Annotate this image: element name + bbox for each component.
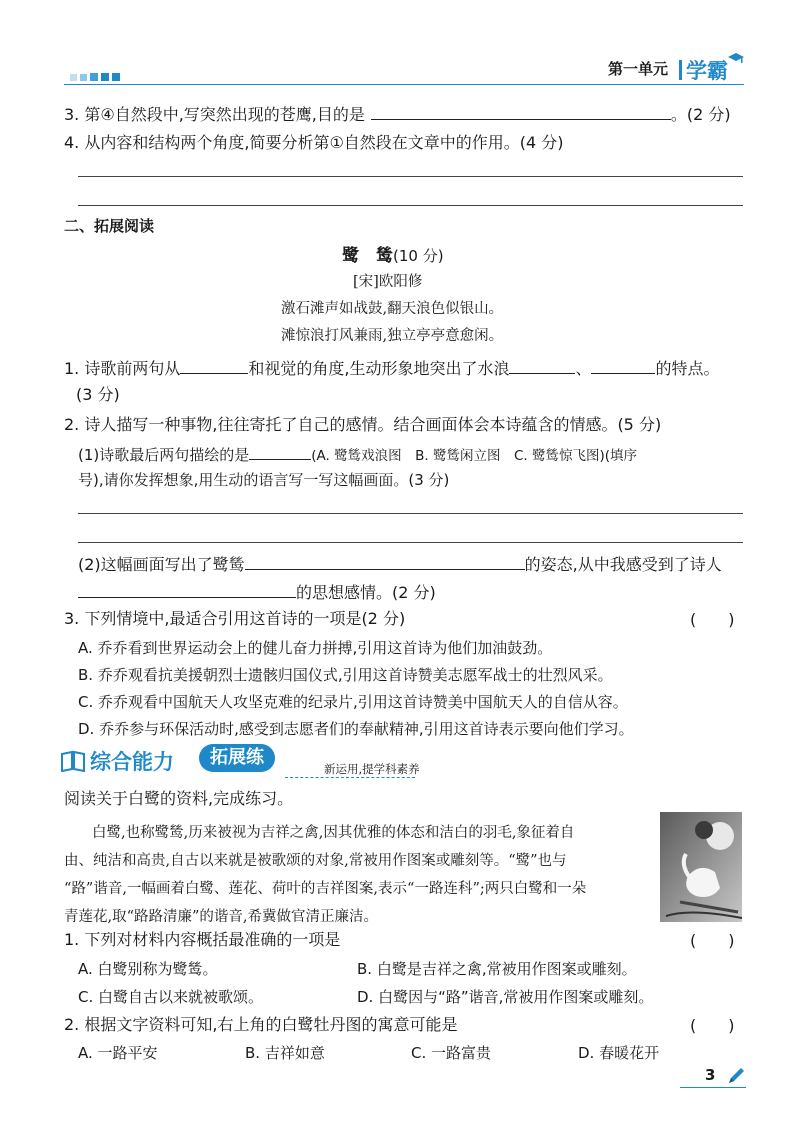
- s3-q2-option-c: C. 一路富贵: [411, 1044, 492, 1062]
- s2-q1-text: 1. 诗歌前两句从: [64, 359, 181, 378]
- s3-q1-option-a: A. 白鹭别称为鹭鸶。: [78, 960, 218, 978]
- s2-question-2-2-cont: [78, 579, 436, 605]
- s2-question-2-1-cont: 号),请你发挥想象,用生动的语言写一写这幅画面。(3 分): [78, 471, 450, 489]
- s2-q1-text-3: 的特点。: [655, 359, 720, 378]
- banner-subtitle: 新运用,提学科素养: [324, 762, 420, 776]
- s2-q2-1-text: (1)诗歌最后两句描绘的是: [78, 446, 250, 464]
- s3-para-line-2: 由、纯洁和高贵,自古以来就是被歌颂的对象,常被用作图案或雕刻等。“鹭”也与: [64, 853, 567, 869]
- answer-blank[interactable]: [78, 579, 296, 598]
- page-number: 3: [705, 1066, 716, 1084]
- banner-tag: 拓展练: [199, 744, 275, 772]
- s2-q2-2-text-3: 的思想感情。(2 分): [296, 583, 436, 602]
- s2-q3-option-c: C. 乔乔观看中国航天人攻坚克难的纪录片,引用这首诗赞美中国航天人的自信从容。: [78, 693, 628, 711]
- answer-blank[interactable]: [591, 355, 655, 374]
- answer-blank[interactable]: [180, 355, 248, 374]
- s2-question-3: 3. 下列情境中,最适合引用这首诗的一项是(2 分): [64, 609, 406, 628]
- section-2-title: 二、拓展阅读: [64, 217, 155, 235]
- s2-q2-1-options: (A. 鹭鸶戏浪图 B. 鹭鸶闲立图 C. 鹭鸶惊飞图)(填序: [311, 448, 637, 464]
- answer-line[interactable]: [78, 542, 743, 543]
- book-icon: [60, 750, 86, 772]
- header-rule: [64, 84, 744, 85]
- poem-title: [342, 241, 444, 266]
- graduation-cap-icon: [728, 52, 744, 66]
- answer-paren[interactable]: ( ): [690, 1016, 735, 1035]
- header-separator: [679, 60, 682, 80]
- answer-blank[interactable]: [371, 101, 671, 120]
- header-brand: 学霸: [686, 59, 728, 83]
- s3-intro: 阅读关于白鹭的资料,完成练习。: [64, 789, 294, 808]
- s3-question-2: 2. 根据文字资料可知,右上角的白鹭牡丹图的寓意可能是: [64, 1015, 458, 1034]
- s3-q1-option-b: B. 白鹭是吉祥之禽,常被用作图案或雕刻。: [357, 960, 637, 978]
- s2-question-2-1: [78, 441, 637, 468]
- banner-rule: [285, 777, 415, 778]
- question-3-text: 3. 第④自然段中,写突然出现的苍鹰,目的是: [64, 105, 365, 124]
- s3-q1-option-d: D. 白鹭因与“路”谐音,常被用作图案或雕刻。: [357, 988, 654, 1006]
- s2-question-2-2: [78, 551, 722, 577]
- question-3-score: 。(2 分): [670, 105, 731, 124]
- pencil-icon: [726, 1066, 746, 1086]
- s2-q2-2-text-2: 的姿态,从中我感受到了诗人: [524, 555, 722, 574]
- s3-para-line-4: 青莲花,取“路路清廉”的谐音,希冀做官清正廉洁。: [64, 909, 379, 925]
- question-4: 4. 从内容和结构两个角度,简要分析第①自然段在文章中的作用。(4 分): [64, 133, 564, 152]
- poem-name: 鹭 鸶: [342, 246, 393, 266]
- s3-q2-option-a: A. 一路平安: [78, 1044, 158, 1062]
- s3-question-1: 1. 下列对材料内容概括最准确的一项是: [64, 930, 341, 949]
- s2-question-2: 2. 诗人描写一种事物,往往寄托了自己的感情。结合画面体会本诗蕴含的情感。(5 分): [64, 415, 662, 434]
- egret-peony-painting: [660, 812, 742, 922]
- s3-para-line-1: 白鹭,也称鹭鸶,历来被视为吉祥之禽,因其优雅的体态和洁白的羽毛,象征着自: [92, 825, 575, 841]
- s2-question-1: [64, 355, 719, 381]
- s2-q1-sep: 、: [575, 359, 592, 378]
- answer-line[interactable]: [78, 176, 743, 177]
- s3-q2-option-b: B. 吉祥如意: [245, 1044, 325, 1062]
- s2-question-1-score: (3 分): [76, 385, 120, 404]
- answer-line[interactable]: [78, 205, 743, 206]
- poem-score: (10 分): [393, 247, 444, 265]
- header-decoration: [70, 66, 120, 85]
- s3-q2-option-d: D. 春暖花开: [578, 1044, 660, 1062]
- poem-line-2: 滩惊浪打风兼雨,独立亭亭意愈闲。: [281, 328, 504, 344]
- s3-q1-option-c: C. 白鹭自古以来就被歌颂。: [78, 988, 264, 1006]
- answer-blank[interactable]: [249, 441, 311, 460]
- s2-q2-2-text: (2)这幅画面写出了鹭鸶: [78, 555, 245, 574]
- answer-paren[interactable]: ( ): [690, 931, 735, 950]
- s3-para-line-3: “路”谐音,一幅画着白鹭、莲花、荷叶的吉祥图案,表示“一路连科”;两只白鹭和一朵: [64, 881, 587, 897]
- header-unit: 第一单元: [608, 60, 669, 78]
- poem-line-1: 激石滩声如战鼓,翻天浪色似银山。: [281, 301, 504, 317]
- answer-paren[interactable]: ( ): [690, 610, 735, 629]
- footer-rule: [680, 1087, 746, 1088]
- answer-blank[interactable]: [509, 355, 575, 374]
- s2-q3-option-b: B. 乔乔观看抗美援朝烈士遗骸归国仪式,引用这首诗赞美志愿军战士的壮烈风采。: [78, 666, 613, 684]
- s2-q1-text-2: 和视觉的角度,生动形象地突出了水浪: [248, 359, 510, 378]
- answer-line[interactable]: [78, 513, 743, 514]
- poem-author: [宋]欧阳修: [353, 274, 423, 290]
- s2-q3-option-d: D. 乔乔参与环保活动时,感受到志愿者们的奉献精神,引用这首诗表示要向他们学习。: [78, 720, 634, 738]
- banner-title: 综合能力: [90, 750, 174, 774]
- question-3: [64, 101, 731, 127]
- answer-blank[interactable]: [245, 551, 525, 570]
- s2-q3-option-a: A. 乔乔看到世界运动会上的健儿奋力拼搏,引用这首诗为他们加油鼓劲。: [78, 639, 553, 657]
